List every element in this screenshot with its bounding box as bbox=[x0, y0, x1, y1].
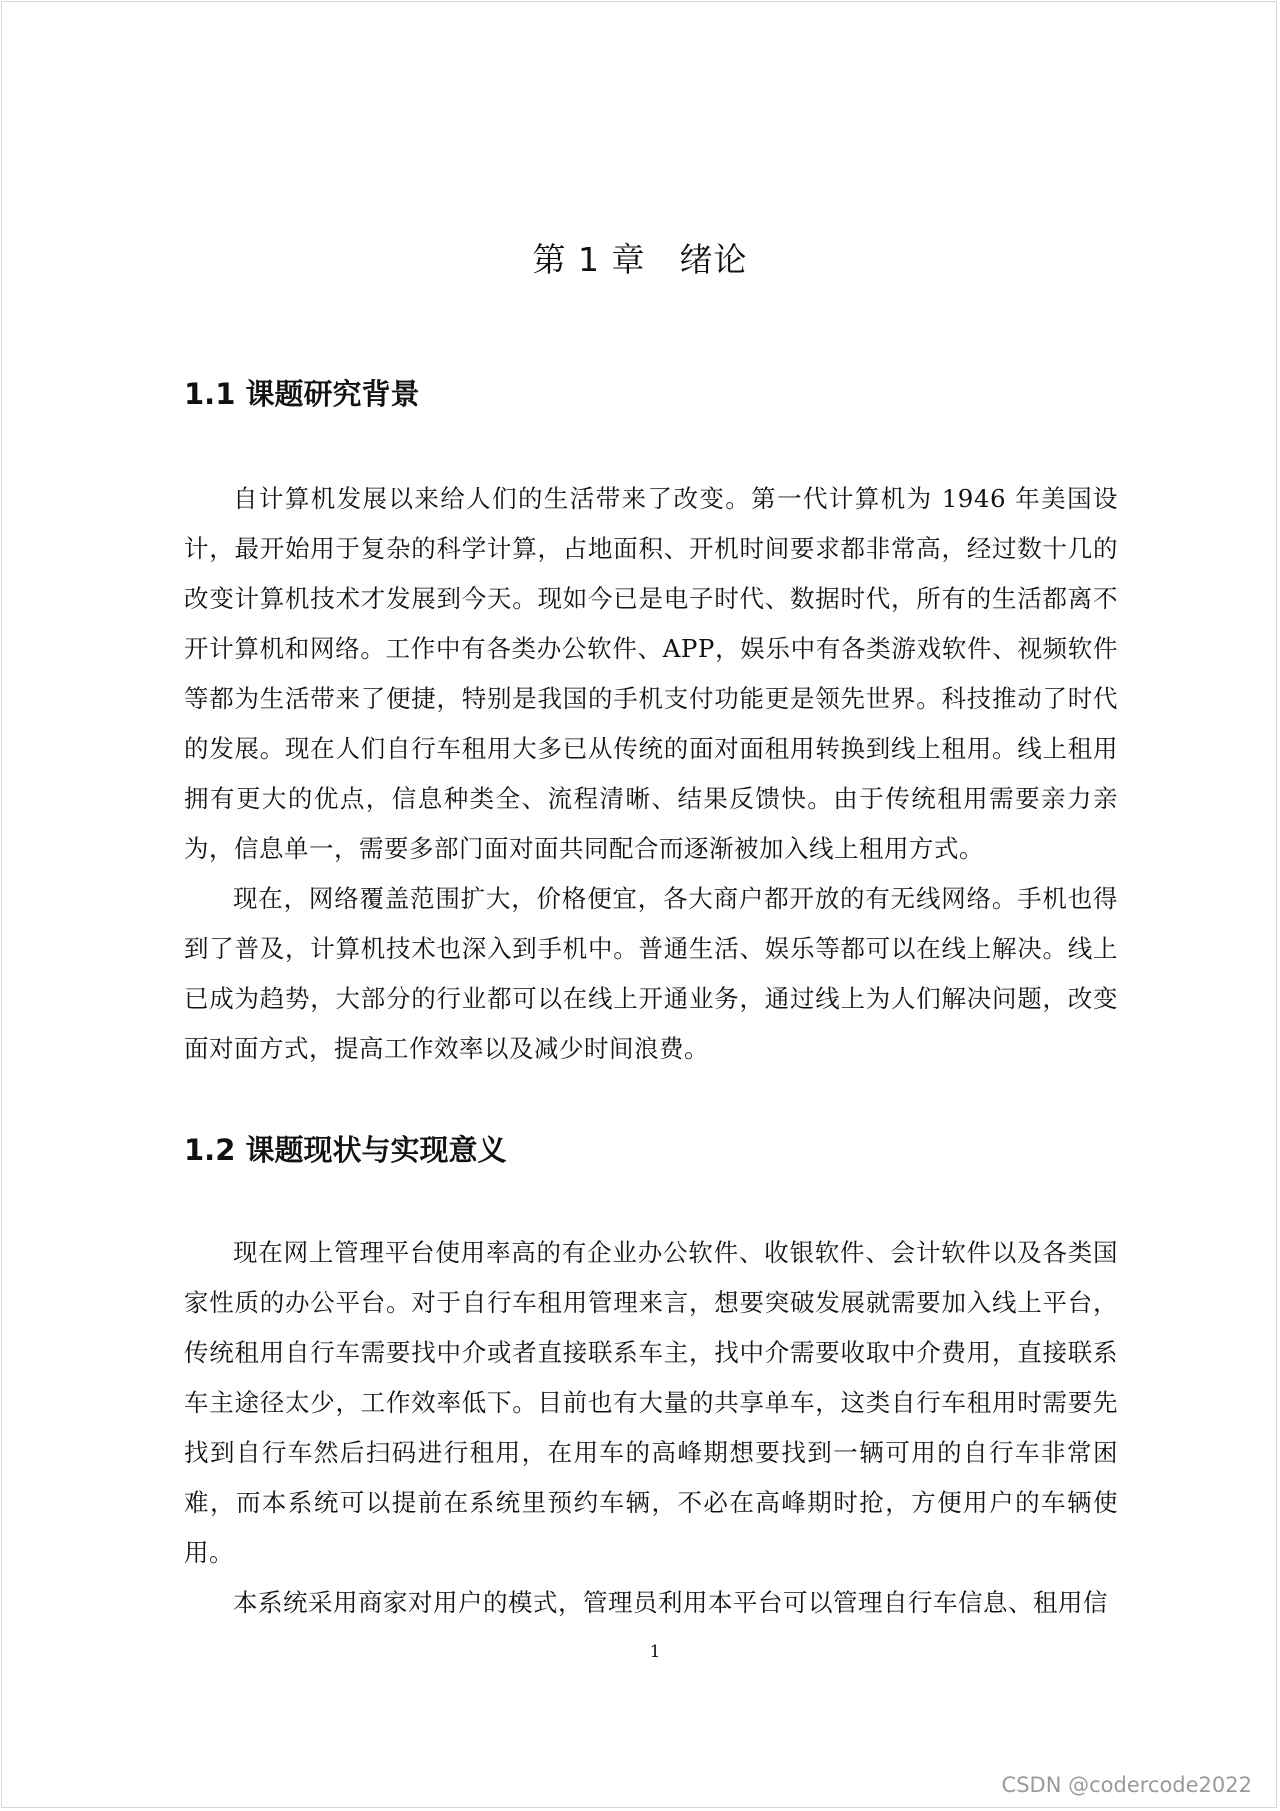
chapter-title: 第 1 章 绪论 bbox=[532, 240, 748, 279]
paragraph: 本系统采用商家对用户的模式，管理员利用本平台可以管理自行车信息、租用信 bbox=[233, 1588, 1108, 1617]
watermark: CSDN @codercode2022 bbox=[1001, 1773, 1252, 1797]
page-number: 1 bbox=[649, 1642, 661, 1662]
paragraph: 现在网上管理平台使用率高的有企业办公软件、收银软件、会计软件以及各类国家性质的办公平台。对于自行车租用管理来言，想要突破发展就需要加入线上平台，传统租用自行车需要找中介或者直接联系车主，找中介需要收取中介费用，直接联系车主途径太少，工作效率低下。目前也有大量的共享单车，这类自行车租用时需要先找到自行车然后扫码进行租用，在用车的高峰期想要找到一辆可用的自行车非常困难，而本系统可以提前在系统里预约车辆，不必在高峰期时抢，方便用户的车辆使用。 bbox=[184, 1238, 1118, 1567]
section-heading-1-1: 1.1 课题研究背景 bbox=[184, 377, 420, 411]
section-heading-1-2: 1.2 课题现状与实现意义 bbox=[184, 1133, 507, 1167]
paragraph: 自计算机发展以来给人们的生活带来了改变。第一代计算机为 1946 年美国设计，最开始用于复杂的科学计算，占地面积、开机时间要求都非常高，经过数十几的改变计算机技术才发展到今天。现如今已是电子时代、数据时代，所有的生活都离不开计算机和网络。工作中有各类办公软件、APP，娱乐中有各类游戏软件、视频软件等都为生活带来了便捷，特别是我国的手机支付功能更是领先世界。科技推动了时代的发展。现在人们自行车租用大多已从传统的面对面租用转换到线上租用。线上租用拥有更大的优点，信息种类全、流程清晰、结果反馈快。由于传统租用需要亲力亲为，信息单一，需要多部门面对面共同配合而逐渐被加入线上租用方式。 bbox=[184, 484, 1118, 863]
paragraph: 现在，网络覆盖范围扩大，价格便宜，各大商户都开放的有无线网络。手机也得到了普及，计算机技术也深入到手机中。普通生活、娱乐等都可以在线上解决。线上已成为趋势，大部分的行业都可以在线上开通业务，通过线上为人们解决问题，改变面对面方式，提高工作效率以及减少时间浪费。 bbox=[184, 884, 1118, 1063]
